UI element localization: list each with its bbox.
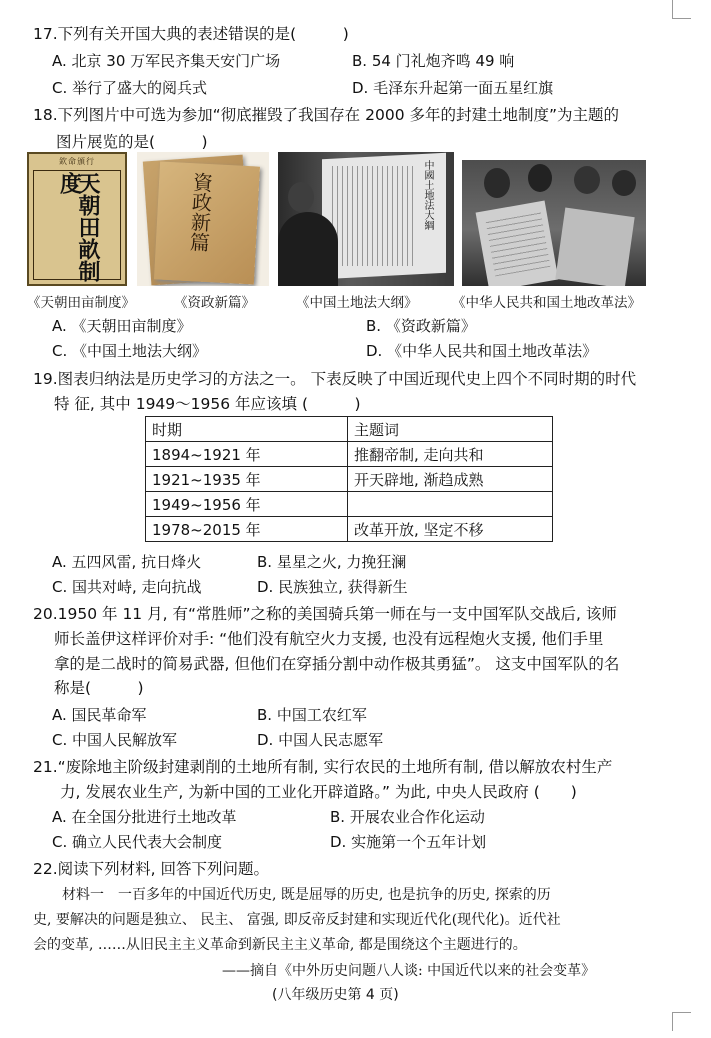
q17-option-d: D. 毛泽东升起第一面五星红旗 — [352, 79, 554, 97]
q22-material1-line2: 史, 要解决的问题是独立、 民主、 富强, 即反帝反封建和实现近代化(现代化)。近代社 — [33, 912, 561, 928]
q22-material1-line1: 材料一 一百多年的中国近代历史, 既是屈辱的历史, 也是抗争的历史, 探索的历 — [62, 887, 551, 903]
q17-option-a: A. 北京 30 万军民齐集天安门广场 — [52, 52, 281, 70]
q21-option-a: A. 在全国分批进行土地改革 — [52, 808, 237, 826]
table-cell: 开天辟地, 渐趋成熟 — [348, 467, 553, 492]
table-row — [146, 492, 553, 517]
q18-stem-line2: 图片展览的是( ) — [56, 133, 208, 151]
q22-stem: 22.阅读下列材料, 回答下列问题。 — [33, 860, 270, 878]
caption-tudifa: 《中国土地法大纲》 — [296, 295, 418, 311]
q19-option-a: A. 五四风雷, 抗日烽火 — [52, 553, 202, 571]
q17-option-c: C. 举行了盛大的阅兵式 — [52, 79, 208, 97]
table-header: 时期 — [146, 417, 348, 442]
q20-stem-line3: 拿的是二战时的简易武器, 但他们在穿插分割中动作极其勇猛”。 这支中国军队的名 — [54, 655, 620, 673]
caption-gaigefa: 《中华人民共和国土地改革法》 — [452, 295, 641, 311]
table-row — [146, 517, 553, 542]
zizheng-xinpian-image — [137, 152, 269, 286]
crop-mark-bottom-right — [672, 1012, 691, 1031]
table-row — [146, 467, 553, 492]
q20-option-a: A. 国民革命军 — [52, 706, 147, 724]
q18-stem-line1: 18.下列图片中可选为参加“彻底摧毁了我国存在 2000 多年的封建土地制度”为主题的 — [33, 106, 620, 124]
q18-option-d: D. 《中华人民共和国土地改革法》 — [366, 342, 598, 360]
q19-option-c: C. 国共对峙, 走向抗战 — [52, 578, 202, 596]
table-cell: 1894~1921 年 — [146, 442, 348, 467]
zizheng-cover-title: 資政新篇 — [185, 171, 215, 253]
tudifa-dagang-image — [278, 152, 454, 286]
q20-stem-line4: 称是( ) — [54, 679, 144, 697]
table-row — [146, 442, 553, 467]
q20-stem-line1: 20.1950 年 11 月, 有“常胜师”之称的美国骑兵第一师在与一支中国军队交战后, 该师 — [33, 605, 617, 623]
caption-tianchao: 《天朝田亩制度》 — [27, 295, 135, 311]
table-cell: 推翻帝制, 走向共和 — [348, 442, 553, 467]
q19-stem-line2: 特 征, 其中 1949～1956 年应该填 ( ) — [54, 395, 361, 413]
q19-option-d: D. 民族独立, 获得新生 — [257, 578, 408, 596]
table-header: 主题词 — [348, 417, 553, 442]
table-cell — [348, 492, 553, 517]
tianchao-tianmu-zhidu-image — [27, 152, 127, 286]
tianchao-cover-title: 天朝田畝制度 — [56, 172, 101, 282]
caption-zizheng: 《资政新篇》 — [174, 295, 255, 311]
q17-stem: 17.下列有关开国大典的表述错误的是( ) — [33, 25, 349, 43]
q21-stem-line1: 21.“废除地主阶级封建剥削的土地所有制, 实行农民的土地所有制, 借以解放农村生产 — [33, 758, 613, 776]
q17-option-b: B. 54 门礼炮齐鸣 49 响 — [352, 52, 515, 70]
q18-option-a: A. 《天朝田亩制度》 — [52, 317, 192, 335]
tianchao-header-strip: 欽命頒行 — [59, 157, 95, 166]
table-cell: 1949~1956 年 — [146, 492, 348, 517]
q22-source: ——摘自《中外历史问题八人谈: 中国近代以来的社会变革》 — [222, 963, 596, 979]
table-cell: 1921~1935 年 — [146, 467, 348, 492]
q20-option-c: C. 中国人民解放军 — [52, 731, 178, 749]
q19-stem-line1: 19.图表归纳法是历史学习的方法之一。 下表反映了中国近现代史上四个不同时期的时代 — [33, 370, 637, 388]
q21-option-c: C. 确立人民代表大会制度 — [52, 833, 223, 851]
q20-stem-line2: 师长盖伊这样评价对手: “他们没有航空火力支援, 也没有远程炮火支援, 他们手里 — [54, 630, 604, 648]
q21-option-d: D. 实施第一个五年计划 — [330, 833, 487, 851]
q21-stem-line2: 力, 发展农业生产, 为新中国的工业化开辟道路。” 为此, 中央人民政府 ( ) — [60, 783, 577, 801]
tudi-gaigefa-image — [462, 160, 646, 286]
page-footer: (八年级历史第 4 页) — [272, 987, 399, 1003]
q18-option-b: B. 《资政新篇》 — [366, 317, 476, 335]
q22-material1-line3: 会的变革, ……从旧民主主义革命到新民主主义革命, 都是围绕这个主题进行的。 — [33, 937, 527, 953]
table-header-row — [146, 417, 553, 442]
table-cell: 改革开放, 坚定不移 — [348, 517, 553, 542]
q19-option-b: B. 星星之火, 力挽狂澜 — [257, 553, 407, 571]
table-cell: 1978~2015 年 — [146, 517, 348, 542]
crop-mark-top-right — [672, 0, 691, 19]
q18-option-c: C. 《中国土地法大纲》 — [52, 342, 208, 360]
q20-option-b: B. 中国工农红军 — [257, 706, 367, 724]
tudifa-poster-title: 中國土地法大綱 — [422, 160, 433, 230]
q19-table — [145, 416, 553, 542]
q20-option-d: D. 中国人民志愿军 — [257, 731, 384, 749]
q21-option-b: B. 开展农业合作化运动 — [330, 808, 485, 826]
